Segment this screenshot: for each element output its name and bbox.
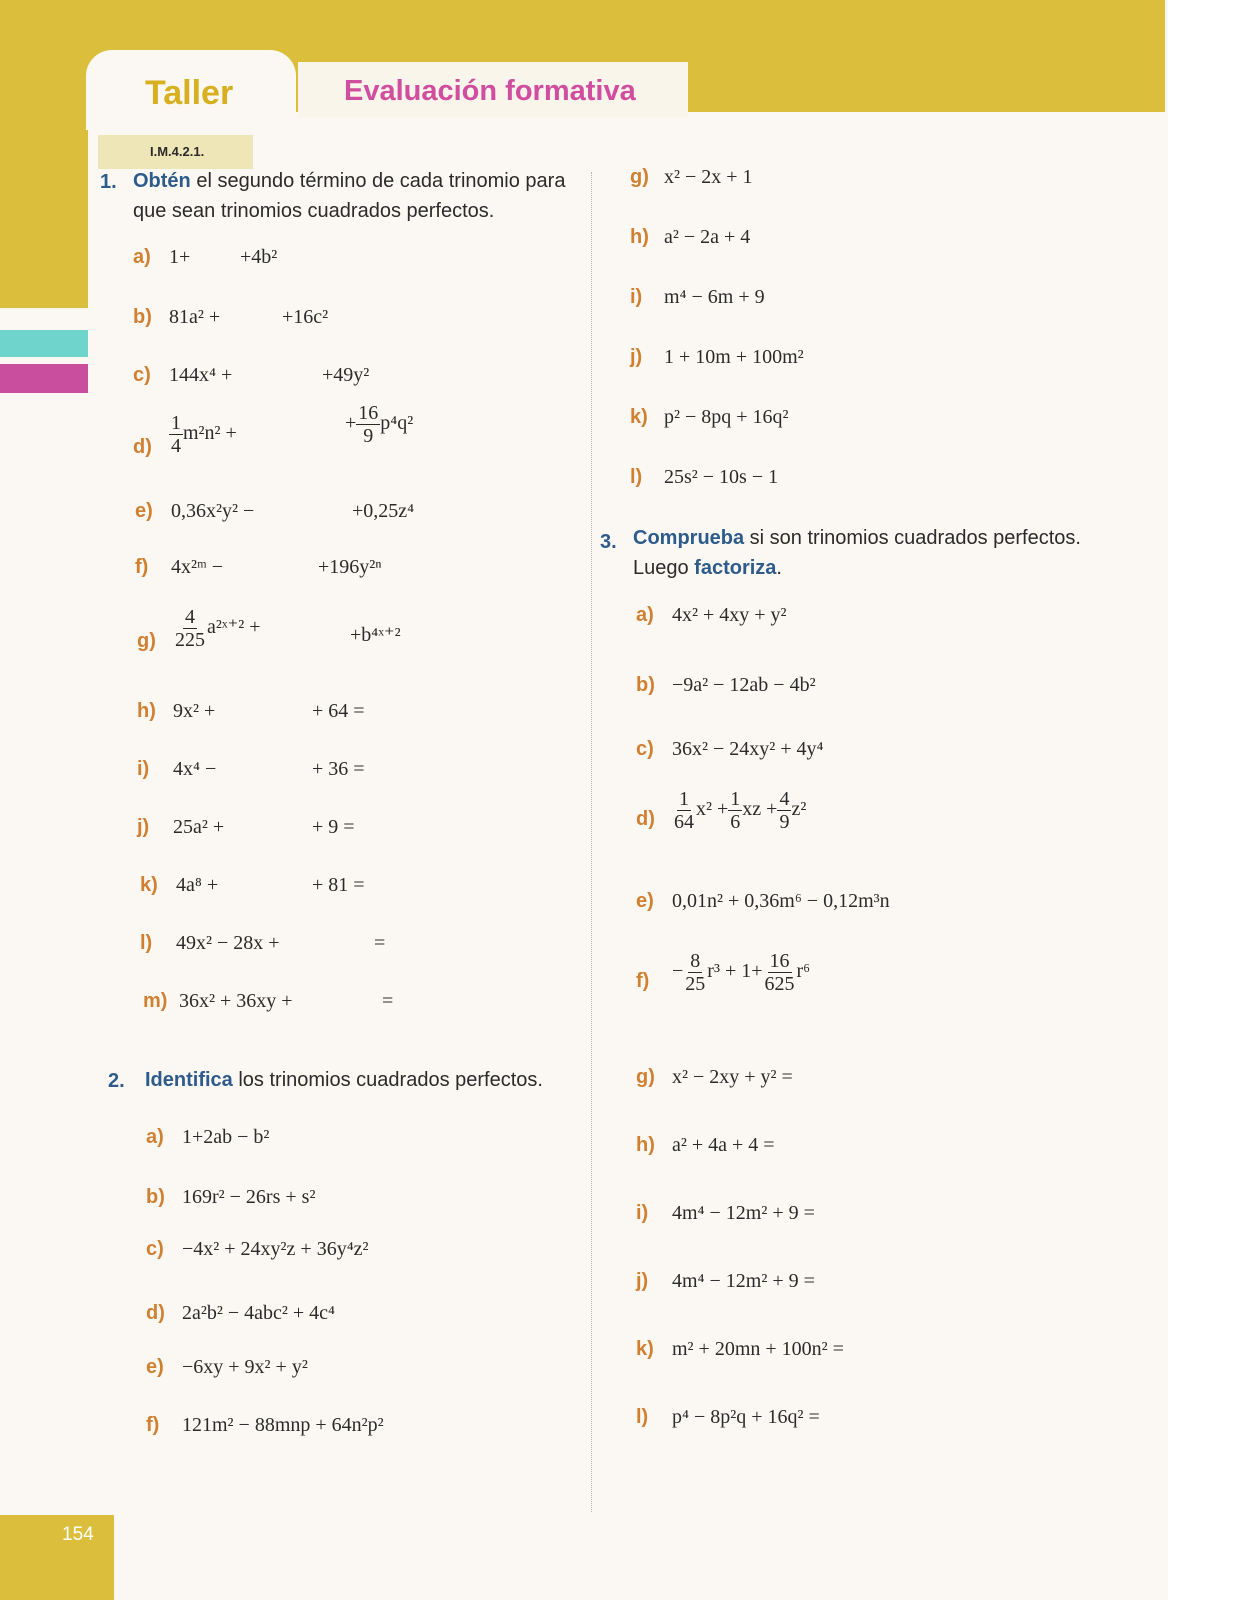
q1-item-left-text: 4x⁴ − bbox=[173, 758, 217, 780]
q1-item-right bbox=[382, 990, 393, 1013]
q3-number: 3. bbox=[600, 531, 617, 553]
q1-item-right-text: +49y² bbox=[322, 364, 370, 386]
q3-item-label: h) bbox=[636, 1134, 655, 1156]
q3-item-expr bbox=[672, 788, 806, 833]
q3-verb: Comprueba bbox=[633, 527, 745, 549]
q1-item-label: c) bbox=[133, 364, 151, 386]
q3-item-expr: p⁴ − 8p²q + 16q² = bbox=[672, 1406, 820, 1428]
q3-text-end: . bbox=[776, 557, 782, 579]
page-number-box bbox=[0, 1515, 114, 1600]
q3-item-label: d) bbox=[636, 808, 655, 830]
q1-item-right-text: + 9 = bbox=[312, 816, 355, 838]
q1-item-right bbox=[312, 874, 365, 897]
q1-item-label: f) bbox=[135, 556, 149, 578]
q1-item-left bbox=[176, 932, 280, 955]
q2-item-label: d) bbox=[146, 1302, 165, 1324]
q1-item-fraction bbox=[173, 606, 207, 651]
q3-item-label: j) bbox=[636, 1270, 649, 1292]
q1-item-right bbox=[282, 306, 328, 329]
q1-item-fraction-denominator: 225 bbox=[175, 629, 205, 651]
q1-item-right-text: +0,25z⁴ bbox=[352, 500, 415, 522]
q1-item-right bbox=[345, 402, 413, 447]
indicator-tag-text: I.M.4.2.1. bbox=[150, 144, 205, 159]
q3-item-fraction-1-denominator: 64 bbox=[674, 811, 694, 833]
q2-item-label: b) bbox=[146, 1186, 165, 1208]
q3-item-expr: 4m⁴ − 12m² + 9 = bbox=[672, 1202, 815, 1224]
q1-item-left-text: 81a² + bbox=[169, 306, 221, 328]
q3-item-term-1: r³ + 1+ bbox=[707, 960, 763, 983]
q3-item-label: b) bbox=[636, 674, 655, 696]
q3-item-fraction-2 bbox=[728, 788, 742, 833]
section-title: Evaluación formativa bbox=[344, 75, 636, 107]
q2-verb: Identifica bbox=[145, 1069, 233, 1091]
q1-item-left bbox=[169, 246, 190, 269]
q3-item-expr: a² + 4a + 4 = bbox=[672, 1134, 775, 1156]
q3-item-fraction-1-denominator: 25 bbox=[685, 973, 706, 995]
q1-item-left-text: 9x² + bbox=[173, 700, 216, 722]
q3-item-fraction-2 bbox=[763, 950, 797, 995]
q1-item-left-text: 1+ bbox=[169, 246, 191, 268]
q3-item-expr: 4x² + 4xy + y² bbox=[672, 604, 787, 626]
q3-statement bbox=[633, 523, 1093, 583]
q1-item-left bbox=[171, 500, 254, 523]
q1-item-right-text: + 81 = bbox=[312, 874, 365, 896]
q2-item-label: l) bbox=[630, 466, 643, 488]
q1-item-fraction-numerator: 1 bbox=[171, 412, 181, 434]
q1-item-left bbox=[171, 556, 223, 579]
q1-item-label: l) bbox=[140, 932, 153, 954]
q3-item-fraction-1 bbox=[672, 788, 696, 833]
q1-item-label: e) bbox=[135, 500, 153, 522]
q1-item-right-fraction-denominator: 9 bbox=[363, 425, 374, 447]
q3-item-expr: x² − 2xy + y² = bbox=[672, 1066, 793, 1088]
q3-item-fraction-1-numerator: 8 bbox=[690, 950, 701, 972]
q1-item-right bbox=[322, 364, 369, 387]
q3-item-fraction-2-numerator: 16 bbox=[769, 950, 790, 972]
q2-item-label: i) bbox=[630, 286, 643, 308]
q3-item-term-3: z² bbox=[791, 798, 807, 821]
q2-item-expr: 121m² − 88mnp + 64n²p² bbox=[182, 1414, 384, 1436]
q3-item-label: f) bbox=[636, 970, 650, 992]
q1-item-right bbox=[352, 500, 414, 523]
q2-item-label: g) bbox=[630, 166, 649, 188]
page-edge bbox=[1168, 0, 1236, 1600]
q1-item-left-text: 0,36x²y² − bbox=[171, 500, 255, 522]
q1-item-right-text: + 64 = bbox=[312, 700, 365, 722]
q1-item-left-text: 36x² + 36xy + bbox=[179, 990, 293, 1012]
q1-item-left-text: 4x²ᵐ − bbox=[171, 556, 224, 578]
q1-item-right-text: +196y²ⁿ bbox=[318, 556, 382, 578]
q3-item-expr: 36x² − 24xy² + 4y⁴ bbox=[672, 738, 824, 760]
teal-stripe bbox=[0, 330, 88, 357]
q1-item-right-text: +16c² bbox=[282, 306, 329, 328]
q1-item-left bbox=[176, 874, 218, 897]
q1-item-left bbox=[179, 990, 293, 1013]
q3-item-label: l) bbox=[636, 1406, 649, 1428]
q1-item-label: j) bbox=[137, 816, 150, 838]
q2-item-expr: 1+2ab − b² bbox=[182, 1126, 270, 1148]
q2-item-expr: a² − 2a + 4 bbox=[664, 226, 751, 248]
q1-item-right-fraction bbox=[356, 402, 380, 447]
q1-item-right-text: p⁴q² bbox=[380, 412, 414, 435]
q1-item-left bbox=[173, 758, 216, 781]
q1-number: 1. bbox=[100, 171, 117, 193]
q3-item-label: e) bbox=[636, 890, 654, 912]
q3-item-fraction-3-numerator: 4 bbox=[779, 788, 790, 810]
q2-text: los trinomios cuadrados perfectos. bbox=[232, 1069, 543, 1091]
q2-item-expr: p² − 8pq + 16q² bbox=[664, 406, 789, 428]
q3-item-expr bbox=[672, 950, 810, 995]
q1-item-left bbox=[169, 306, 220, 329]
q2-item-expr: −6xy + 9x² + y² bbox=[182, 1356, 308, 1378]
q2-item-expr: 25s² − 10s − 1 bbox=[664, 466, 779, 488]
q3-verb2: factoriza bbox=[694, 557, 777, 579]
q3-item-prefix: − bbox=[672, 960, 684, 983]
q2-item-label: j) bbox=[630, 346, 643, 368]
q3-item-label: k) bbox=[636, 1338, 654, 1360]
q1-item-left bbox=[173, 700, 215, 723]
q3-item-expr: −9a² − 12ab − 4b² bbox=[672, 674, 816, 696]
q2-item-label: f) bbox=[146, 1414, 160, 1436]
q1-item-right bbox=[350, 622, 401, 647]
q1-item-left-text: m²n² + bbox=[183, 422, 237, 445]
q3-text: si son trinomios cuadrados perfectos. Luego bbox=[633, 527, 1081, 579]
q1-item-label: d) bbox=[133, 436, 152, 458]
q2-item-label: e) bbox=[146, 1356, 164, 1378]
q1-item-left-text: 144x⁴ + bbox=[169, 364, 233, 386]
q1-item-label: h) bbox=[137, 700, 156, 722]
q1-item-label: m) bbox=[143, 990, 168, 1012]
q2-statement bbox=[145, 1065, 595, 1095]
q1-item-label: i) bbox=[137, 758, 150, 780]
q1-item-label: a) bbox=[133, 246, 151, 268]
q1-text: el segundo término de cada trinomio para que sean trinomios cuadrados perfectos. bbox=[133, 170, 566, 222]
q3-item-fraction-3-denominator: 9 bbox=[779, 811, 790, 833]
q3-item-term-2: r⁶ bbox=[796, 960, 811, 983]
q1-item-fraction bbox=[169, 412, 183, 457]
q3-item-fraction-3 bbox=[777, 788, 791, 833]
q1-verb: Obtén bbox=[133, 170, 191, 192]
q3-item-fraction-1 bbox=[683, 950, 707, 995]
q3-item-term-2: xz + bbox=[742, 798, 778, 821]
q1-item-right bbox=[312, 816, 355, 839]
q1-item-left-text: 49x² − 28x + bbox=[176, 932, 280, 954]
q3-item-label: i) bbox=[636, 1202, 649, 1224]
q1-item-fraction-denominator: 4 bbox=[171, 435, 181, 457]
q1-statement bbox=[133, 166, 583, 226]
q3-item-expr: 0,01n² + 0,36m⁶ − 0,12m³n bbox=[672, 890, 890, 912]
magenta-stripe bbox=[0, 364, 88, 393]
q3-item-fraction-1-numerator: 1 bbox=[679, 788, 689, 810]
column-divider bbox=[591, 172, 592, 1512]
q1-item-right-text: +4b² bbox=[240, 246, 278, 268]
q2-item-label: k) bbox=[630, 406, 648, 428]
q1-item-right bbox=[312, 700, 365, 723]
q1-item-left bbox=[169, 412, 237, 457]
q2-item-expr: −4x² + 24xy²z + 36y⁴z² bbox=[182, 1238, 369, 1260]
q3-item-label: a) bbox=[636, 604, 654, 626]
q1-item-right-fraction-numerator: 16 bbox=[358, 402, 379, 424]
q3-item-expr: m² + 20mn + 100n² = bbox=[672, 1338, 844, 1360]
q3-item-label: c) bbox=[636, 738, 654, 760]
q3-item-fraction-2-denominator: 6 bbox=[730, 811, 741, 833]
q1-item-right bbox=[374, 932, 385, 955]
q1-item-right bbox=[318, 556, 382, 579]
left-color-bar bbox=[0, 0, 88, 308]
q3-item-term-1: x² + bbox=[696, 798, 729, 821]
q3-item-expr: 4m⁴ − 12m² + 9 = bbox=[672, 1270, 815, 1292]
q2-item-label: h) bbox=[630, 226, 649, 248]
page-number: 154 bbox=[62, 1524, 94, 1545]
q2-item-expr: x² − 2x + 1 bbox=[664, 166, 753, 188]
q2-item-expr: m⁴ − 6m + 9 bbox=[664, 286, 765, 308]
q3-item-fraction-2-denominator: 625 bbox=[764, 973, 795, 995]
q2-item-label: c) bbox=[146, 1238, 164, 1260]
q1-item-right-plus: + bbox=[345, 412, 357, 435]
q1-item-fraction-numerator: 4 bbox=[185, 606, 195, 628]
q1-item-right-text: +b⁴ˣ⁺² bbox=[350, 624, 401, 646]
q1-item-left bbox=[169, 364, 232, 387]
q2-item-expr: 2a²b² − 4abc² + 4c⁴ bbox=[182, 1302, 336, 1324]
q1-item-left bbox=[173, 606, 261, 651]
q1-item-label: g) bbox=[137, 630, 156, 652]
q2-item-label: a) bbox=[146, 1126, 164, 1148]
tab-title: Taller bbox=[145, 74, 234, 112]
q2-item-expr: 1 + 10m + 100m² bbox=[664, 346, 804, 368]
q3-item-fraction-2-numerator: 1 bbox=[730, 788, 741, 810]
q1-item-label: k) bbox=[140, 874, 158, 896]
q1-item-right-text: = bbox=[374, 932, 386, 954]
q3-item-label: g) bbox=[636, 1066, 655, 1088]
q1-item-label: b) bbox=[133, 306, 152, 328]
q2-number: 2. bbox=[108, 1070, 125, 1092]
q1-item-right-text: = bbox=[382, 990, 394, 1012]
q1-item-left-text: 25a² + bbox=[173, 816, 225, 838]
q1-item-right bbox=[240, 246, 277, 269]
q1-item-right-text: + 36 = bbox=[312, 758, 365, 780]
q2-item-expr: 169r² − 26rs + s² bbox=[182, 1186, 316, 1208]
q1-item-left bbox=[173, 816, 224, 839]
q1-item-left-text: 4a⁸ + bbox=[176, 874, 219, 896]
q1-item-right bbox=[312, 758, 365, 781]
q1-item-left-text: a²ˣ⁺² + bbox=[207, 616, 261, 639]
